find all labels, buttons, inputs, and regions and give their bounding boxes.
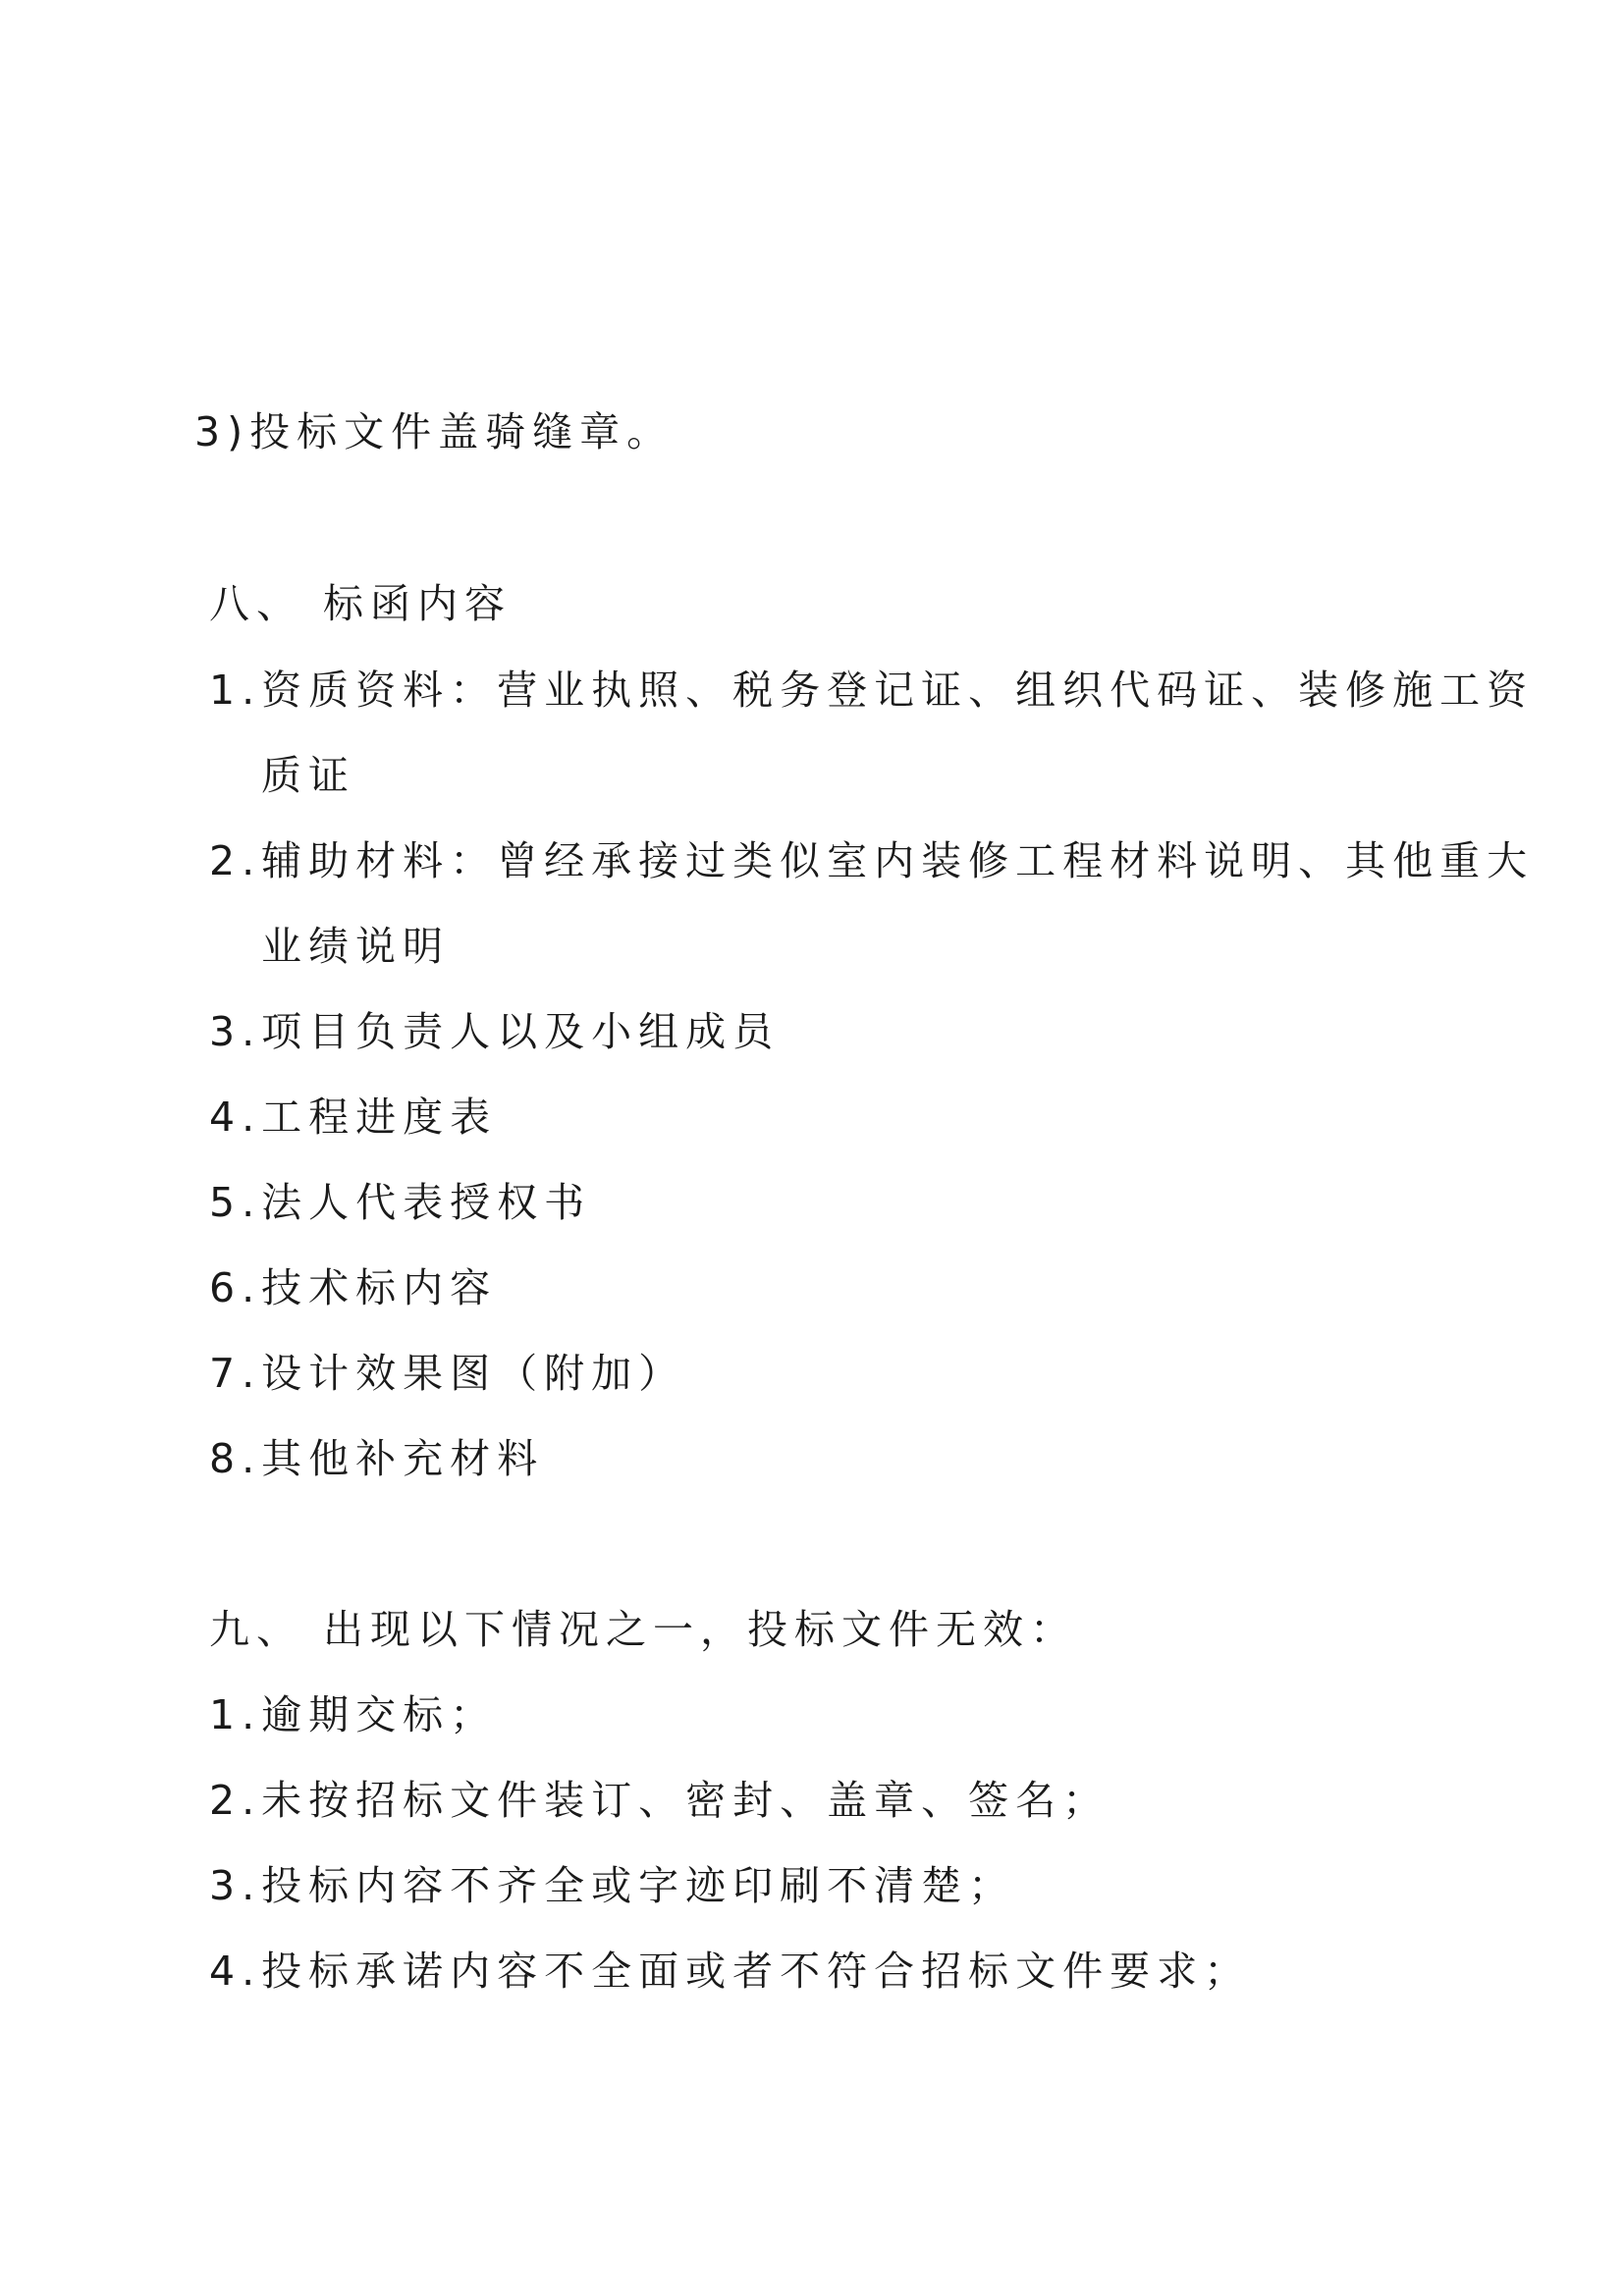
section-8-item-5: 5.法人代表授权书 — [209, 1179, 592, 1226]
section-8-item-8: 8.其他补充材料 — [209, 1435, 545, 1482]
section-8-item-1-continued: 质证 — [261, 752, 355, 799]
section-8-item-2: 2.辅助材料：曾经承接过类似室内装修工程材料说明、其他重大 — [209, 837, 1535, 884]
section-9-item-4: 4.投标承诺内容不全面或者不符合招标文件要求； — [209, 1948, 1252, 1995]
section-8-item-4: 4.工程进度表 — [209, 1094, 498, 1141]
section-8-heading: 八、 标函内容 — [209, 580, 513, 627]
section-8-item-6: 6.技术标内容 — [209, 1264, 498, 1311]
section-9-heading: 九、 出现以下情况之一，投标文件无效： — [209, 1606, 1078, 1653]
seal-requirement-line: 3)投标文件盖骑缝章。 — [194, 408, 675, 455]
section-9-item-3: 3.投标内容不齐全或字迹印刷不清楚； — [209, 1862, 1016, 1909]
section-8-item-1: 1.资质资料：营业执照、税务登记证、组织代码证、装修施工资 — [209, 667, 1535, 714]
section-8-item-2-continued: 业绩说明 — [261, 923, 450, 970]
section-8-item-7: 7.设计效果图（附加） — [209, 1350, 686, 1397]
section-9-item-2: 2.未按招标文件装订、密封、盖章、签名； — [209, 1777, 1110, 1824]
section-8-item-3: 3.项目负责人以及小组成员 — [209, 1008, 781, 1055]
section-9-item-1: 1.逾期交标； — [209, 1691, 498, 1738]
